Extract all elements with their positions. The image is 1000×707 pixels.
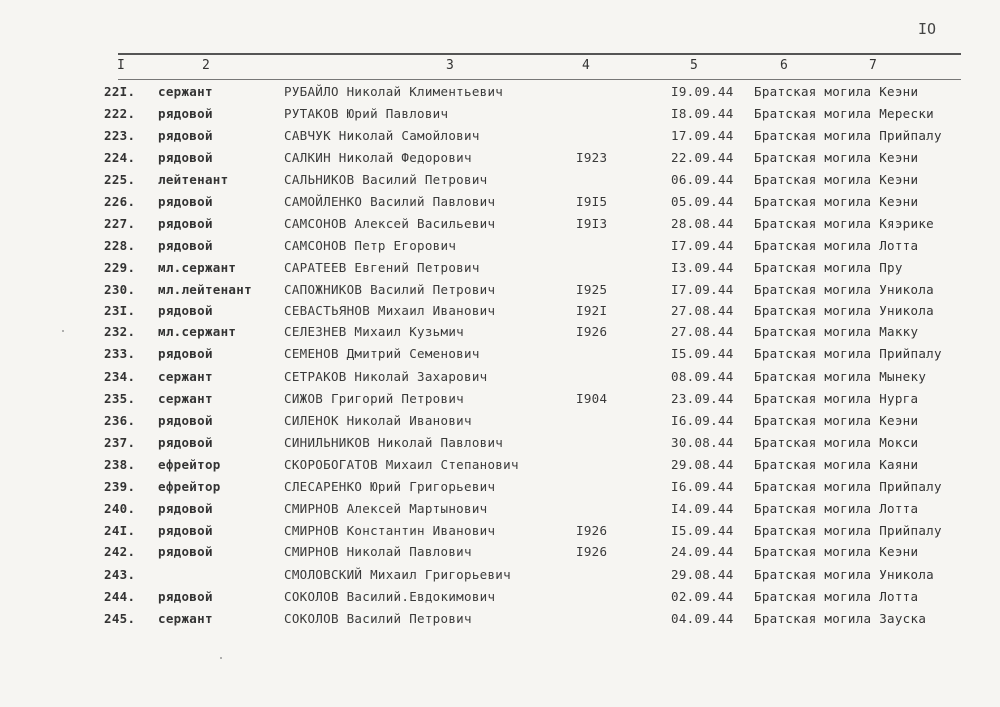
- record-number: 234.: [104, 369, 136, 384]
- burial-place: Братская могила Лотта: [754, 501, 919, 516]
- birth-year: I9I5: [576, 194, 608, 209]
- death-date: 27.08.44: [671, 324, 734, 339]
- record-number: 235.: [104, 391, 136, 406]
- paper-speck: [220, 657, 222, 659]
- death-date: 17.09.44: [671, 128, 734, 143]
- death-date: I5.09.44: [671, 523, 734, 538]
- full-name: СМИРНОВ Николай Павлович: [284, 544, 472, 559]
- table-row: [0, 84, 1000, 105]
- top-rule: [118, 53, 961, 55]
- full-name: СЛЕСАРЕНКО Юрий Григорьевич: [284, 479, 496, 494]
- full-name: СИНИЛЬНИКОВ Николай Павлович: [284, 435, 504, 450]
- full-name: СМИРНОВ Константин Иванович: [284, 523, 496, 538]
- death-date: 06.09.44: [671, 172, 734, 187]
- col-header-6: 6: [780, 58, 788, 73]
- rank: рядовой: [158, 216, 213, 231]
- col-header-7: 7: [869, 58, 877, 73]
- table-row: [0, 282, 1000, 303]
- death-date: 23.09.44: [671, 391, 734, 406]
- birth-year: I923: [576, 150, 608, 165]
- full-name: СИЛЕНОК Николай Иванович: [284, 413, 472, 428]
- full-name: САЛЬНИКОВ Василий Петрович: [284, 172, 488, 187]
- col-header-5: 5: [690, 58, 698, 73]
- full-name: САВЧУК Николай Самойлович: [284, 128, 480, 143]
- record-number: 226.: [104, 194, 136, 209]
- record-number: 225.: [104, 172, 136, 187]
- full-name: РУБАЙЛО Николай Климентьевич: [284, 84, 504, 99]
- rank: ефрейтор: [158, 457, 221, 472]
- rank: мл.лейтенант: [158, 282, 252, 297]
- record-number: 223.: [104, 128, 136, 143]
- birth-year: I926: [576, 324, 608, 339]
- record-number: 240.: [104, 501, 136, 516]
- col-header-3: 3: [446, 58, 454, 73]
- burial-place: Братская могила Прийпалу: [754, 523, 942, 538]
- birth-year: I925: [576, 282, 608, 297]
- full-name: СМИРНОВ Алексей Мартынович: [284, 501, 488, 516]
- rank: лейтенант: [158, 172, 229, 187]
- record-number: 236.: [104, 413, 136, 428]
- rank: рядовой: [158, 435, 213, 450]
- table-row: [0, 523, 1000, 544]
- full-name: СИЖОВ Григорий Петрович: [284, 391, 464, 406]
- rank: рядовой: [158, 544, 213, 559]
- table-row: [0, 589, 1000, 610]
- full-name: СЕМЕНОВ Дмитрий Семенович: [284, 346, 480, 361]
- burial-place: Братская могила Прийпалу: [754, 128, 942, 143]
- death-date: I6.09.44: [671, 479, 734, 494]
- death-date: I9.09.44: [671, 84, 734, 99]
- rank: рядовой: [158, 238, 213, 253]
- full-name: САПОЖНИКОВ Василий Петрович: [284, 282, 496, 297]
- birth-year: I92I: [576, 303, 608, 318]
- death-date: 27.08.44: [671, 303, 734, 318]
- rank: рядовой: [158, 523, 213, 538]
- death-date: 24.09.44: [671, 544, 734, 559]
- burial-place: Братская могила Уникола: [754, 567, 934, 582]
- rank: мл.сержант: [158, 324, 237, 339]
- table-row: [0, 194, 1000, 215]
- death-date: I4.09.44: [671, 501, 734, 516]
- record-number: 239.: [104, 479, 136, 494]
- record-number: 232.: [104, 324, 136, 339]
- death-date: 28.08.44: [671, 216, 734, 231]
- burial-place: Братская могила Кеэни: [754, 84, 919, 99]
- death-date: I7.09.44: [671, 282, 734, 297]
- page-number: IO: [918, 20, 937, 38]
- full-name: СОКОЛОВ Василий.Евдокимович: [284, 589, 496, 604]
- record-number: 229.: [104, 260, 136, 275]
- burial-place: Братская могила Лотта: [754, 238, 919, 253]
- table-row: [0, 346, 1000, 367]
- rank: сержант: [158, 369, 213, 384]
- death-date: I8.09.44: [671, 106, 734, 121]
- burial-place: Братская могила Кеэни: [754, 544, 919, 559]
- burial-place: Братская могила Кеэни: [754, 172, 919, 187]
- rank: сержант: [158, 84, 213, 99]
- record-number: 233.: [104, 346, 136, 361]
- death-date: 02.09.44: [671, 589, 734, 604]
- table-row: [0, 128, 1000, 149]
- death-date: 29.08.44: [671, 457, 734, 472]
- record-number: 237.: [104, 435, 136, 450]
- table-row: [0, 238, 1000, 259]
- header-rule: [118, 79, 961, 80]
- rank: сержант: [158, 611, 213, 626]
- birth-year: I926: [576, 544, 608, 559]
- burial-place: Братская могила Уникола: [754, 282, 934, 297]
- table-row: [0, 260, 1000, 281]
- full-name: СЕЛЕЗНЕВ Михаил Кузьмич: [284, 324, 464, 339]
- table-row: [0, 216, 1000, 237]
- burial-place: Братская могила Кеэни: [754, 413, 919, 428]
- burial-place: Братская могила Каяни: [754, 457, 919, 472]
- burial-place: Братская могила Мынеку: [754, 369, 927, 384]
- death-date: 05.09.44: [671, 194, 734, 209]
- table-row: [0, 303, 1000, 324]
- record-number: 228.: [104, 238, 136, 253]
- full-name: САЛКИН Николай Федорович: [284, 150, 472, 165]
- burial-place: Братская могила Прийпалу: [754, 346, 942, 361]
- death-date: 30.08.44: [671, 435, 734, 450]
- death-date: I3.09.44: [671, 260, 734, 275]
- rank: рядовой: [158, 346, 213, 361]
- birth-year: I926: [576, 523, 608, 538]
- death-date: I7.09.44: [671, 238, 734, 253]
- rank: рядовой: [158, 106, 213, 121]
- record-number: 242.: [104, 544, 136, 559]
- table-row: [0, 435, 1000, 456]
- burial-place: Братская могила Прийпалу: [754, 479, 942, 494]
- table-row: [0, 150, 1000, 171]
- table-row: [0, 501, 1000, 522]
- rank: рядовой: [158, 128, 213, 143]
- full-name: СЕВАСТЬЯНОВ Михаил Иванович: [284, 303, 496, 318]
- record-number: 245.: [104, 611, 136, 626]
- full-name: РУТАКОВ Юрий Павлович: [284, 106, 449, 121]
- paper-speck: [62, 330, 64, 332]
- burial-place: Братская могила Кеэни: [754, 150, 919, 165]
- death-date: 22.09.44: [671, 150, 734, 165]
- record-number: 222.: [104, 106, 136, 121]
- burial-place: Братская могила Пру: [754, 260, 903, 275]
- rank: сержант: [158, 391, 213, 406]
- birth-year: I904: [576, 391, 608, 406]
- burial-place: Братская могила Нурга: [754, 391, 919, 406]
- death-date: 04.09.44: [671, 611, 734, 626]
- death-date: 29.08.44: [671, 567, 734, 582]
- record-number: 24I.: [104, 523, 136, 538]
- rank: рядовой: [158, 501, 213, 516]
- record-number: 22I.: [104, 84, 136, 99]
- birth-year: I9I3: [576, 216, 608, 231]
- table-row: [0, 457, 1000, 478]
- burial-place: Братская могила Лотта: [754, 589, 919, 604]
- col-header-2: 2: [202, 58, 210, 73]
- full-name: СКОРОБОГАТОВ Михаил Степанович: [284, 457, 519, 472]
- full-name: САМСОНОВ Петр Егорович: [284, 238, 457, 253]
- burial-place: Братская могила Макку: [754, 324, 919, 339]
- full-name: САМОЙЛЕНКО Василий Павлович: [284, 194, 496, 209]
- burial-place: Братская могила Мерески: [754, 106, 934, 121]
- record-number: 227.: [104, 216, 136, 231]
- burial-place: Братская могила Уникола: [754, 303, 934, 318]
- table-row: [0, 544, 1000, 565]
- rank: рядовой: [158, 413, 213, 428]
- burial-place: Братская могила Зауска: [754, 611, 927, 626]
- record-number: 238.: [104, 457, 136, 472]
- table-row: [0, 567, 1000, 588]
- table-row: [0, 324, 1000, 345]
- table-row: [0, 106, 1000, 127]
- table-row: [0, 369, 1000, 390]
- full-name: СОКОЛОВ Василий Петрович: [284, 611, 472, 626]
- burial-place: Братская могила Мокси: [754, 435, 919, 450]
- full-name: СМОЛОВСКИЙ Михаил Григорьевич: [284, 567, 511, 582]
- record-number: 230.: [104, 282, 136, 297]
- rank: ефрейтор: [158, 479, 221, 494]
- rank: мл.сержант: [158, 260, 237, 275]
- death-date: I5.09.44: [671, 346, 734, 361]
- rank: рядовой: [158, 589, 213, 604]
- death-date: 08.09.44: [671, 369, 734, 384]
- table-row: [0, 172, 1000, 193]
- table-row: [0, 611, 1000, 632]
- full-name: СЕТРАКОВ Николай Захарович: [284, 369, 488, 384]
- rank: рядовой: [158, 150, 213, 165]
- burial-place: Братская могила Кеэни: [754, 194, 919, 209]
- table-row: [0, 479, 1000, 500]
- rank: рядовой: [158, 303, 213, 318]
- full-name: САРАТЕЕВ Евгений Петрович: [284, 260, 480, 275]
- rank: рядовой: [158, 194, 213, 209]
- full-name: САМСОНОВ Алексей Васильевич: [284, 216, 496, 231]
- col-header-1: I: [117, 58, 125, 73]
- table-row: [0, 391, 1000, 412]
- record-number: 243.: [104, 567, 136, 582]
- table-row: [0, 413, 1000, 434]
- col-header-4: 4: [582, 58, 590, 73]
- death-date: I6.09.44: [671, 413, 734, 428]
- record-number: 23I.: [104, 303, 136, 318]
- record-number: 224.: [104, 150, 136, 165]
- record-number: 244.: [104, 589, 136, 604]
- burial-place: Братская могила Кяэрике: [754, 216, 934, 231]
